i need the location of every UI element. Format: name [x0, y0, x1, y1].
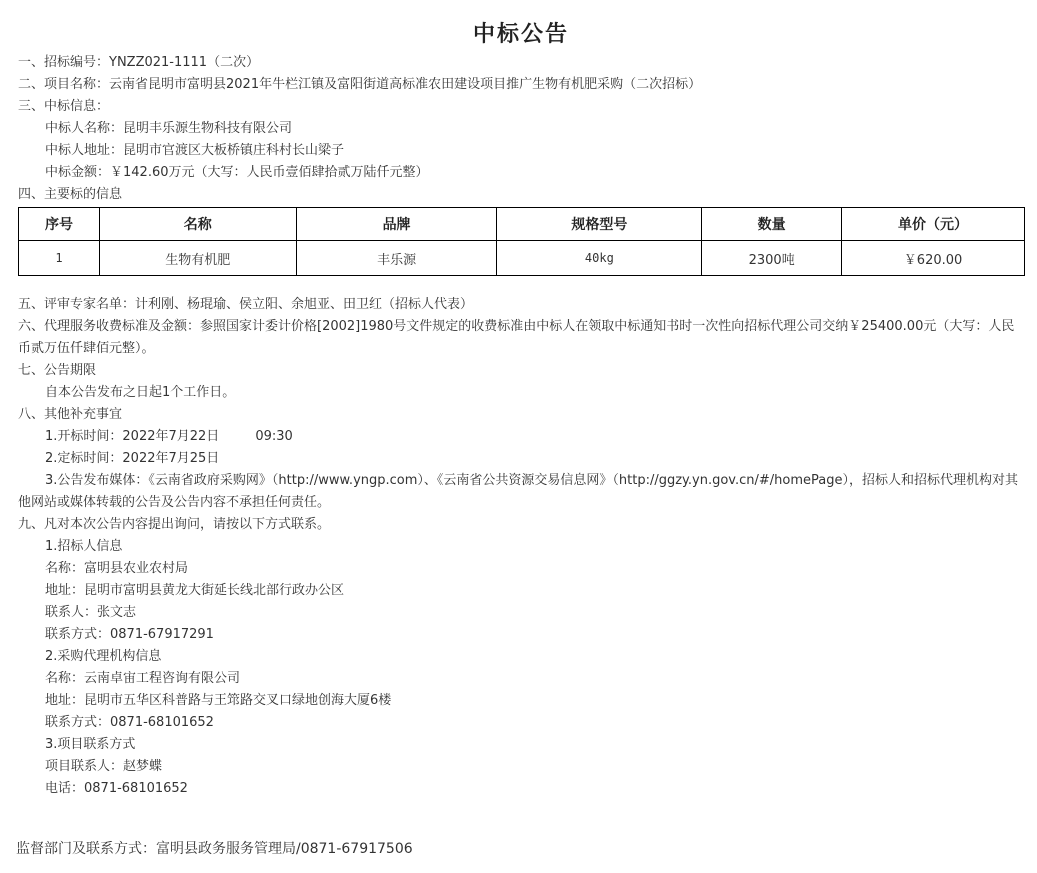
expert-list: 五、评审专家名单：计利刚、杨琨瑜、侯立阳、余旭亚、田卫红（招标人代表）: [18, 297, 474, 312]
announcement: [18, 0, 1024, 800]
publish-media: 3.公告发布媒体：《云南省政府采购网》（http://www.yngp.com）、《云南省公共资源交易信息网》（http://ggzy.yn.gov.cn/#/homePage），招标人和招标代理机构对其他网站或媒体转载的公告及公告内容不承担任何责任。: [18, 473, 1018, 510]
open-date: 1.开标时间：2022年7月22日: [45, 429, 220, 444]
col-header: 数量: [702, 208, 842, 241]
buyer-name: 名称：富明县农业农村局: [45, 561, 189, 576]
project-name: 二、项目名称：云南省昆明市富明县2021年牛栏江镇及富阳街道高标准农田建设项目推广生物有机肥采购（二次招标）: [18, 77, 702, 92]
table-cell: 2300吨: [702, 241, 842, 276]
buyer-contact: 联系人：张文志: [45, 605, 137, 620]
bid-amount: 中标金额：￥142.60万元（大写：人民币壹佰肆拾贰万陆仟元整）: [45, 165, 429, 180]
table-cell: 生物有机肥: [99, 241, 296, 276]
agent-name: 名称：云南卓宙工程咨询有限公司: [45, 671, 241, 686]
col-header: 品牌: [296, 208, 497, 241]
col-header: 单价（元）: [842, 208, 1025, 241]
page-title: 中标公告: [472, 22, 569, 47]
col-header: 名称: [99, 208, 296, 241]
col-header: 序号: [19, 208, 100, 241]
bid-info-heading: 三、中标信息：: [18, 99, 110, 114]
table-cell: 1: [19, 241, 100, 276]
notice-period-heading: 七、公告期限: [18, 363, 97, 378]
agent-address: 地址：昆明市五华区科普路与王筇路交叉口绿地创海大厦6楼: [45, 693, 392, 708]
other-matters-heading: 八、其他补充事宜: [18, 407, 123, 422]
items-table: [18, 207, 1025, 276]
winner-address: 中标人地址：昆明市官渡区大板桥镇庄科村长山梁子: [45, 143, 345, 158]
agent-phone: 联系方式：0871-68101652: [45, 715, 214, 730]
open-time: [18, 426, 1024, 448]
supervision-contact: 监督部门及联系方式：富明县政务服务管理局/0871-67917506: [16, 841, 413, 857]
table-cell: 丰乐源: [296, 241, 497, 276]
table-header-row: [19, 208, 1025, 241]
buyer-phone: 联系方式：0871-67917291: [45, 627, 214, 642]
contact-heading: 九、凡对本次公告内容提出询问，请按以下方式联系。: [18, 517, 331, 532]
items-heading: 四、主要标的信息: [18, 187, 123, 202]
table-row: [19, 241, 1025, 276]
open-clock: 09:30: [255, 429, 293, 444]
winner-name: 中标人名称：昆明丰乐源生物科技有限公司: [45, 121, 293, 136]
table-cell: ￥620.00: [842, 241, 1025, 276]
agent-heading: 2.采购代理机构信息: [45, 649, 162, 664]
table-cell: 40kg: [497, 241, 702, 276]
fix-time: 2.定标时间：2022年7月25日: [45, 451, 220, 466]
notice-period-text: 自本公告发布之日起1个工作日。: [45, 385, 236, 400]
project-phone: 电话：0871-68101652: [45, 781, 188, 796]
buyer-heading: 1.招标人信息: [45, 539, 123, 554]
project-contact-heading: 3.项目联系方式: [45, 737, 136, 752]
agency-fee: 六、代理服务收费标准及金额：参照国家计委计价格[2002]1980号文件规定的收费标准由中标人在领取中标通知书时一次性向招标代理公司交纳￥25400.00元（大写：人民币贰万伍仟肆佰元整）。: [18, 319, 1015, 356]
col-header: 规格型号: [497, 208, 702, 241]
buyer-address: 地址：昆明市富明县黄龙大街延长线北部行政办公区: [45, 583, 345, 598]
tender-number: 一、招标编号：YNZZ021-1111（二次）: [18, 55, 260, 70]
project-contact: 项目联系人：赵梦蝶: [45, 759, 163, 774]
